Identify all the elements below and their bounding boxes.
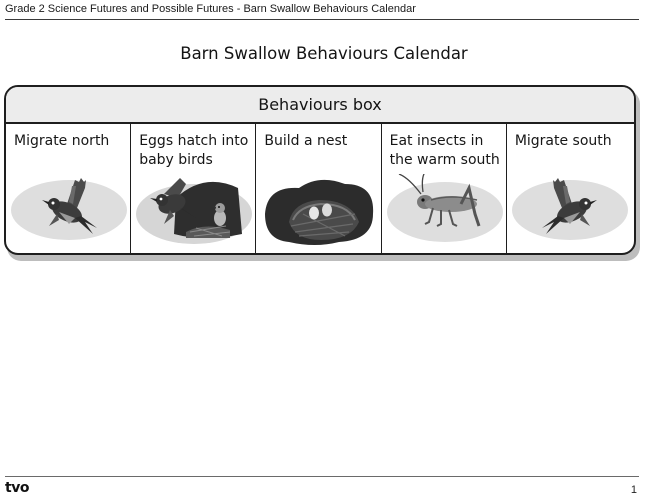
- footer-divider: [5, 476, 639, 477]
- swallow-with-chick-icon: [134, 174, 254, 246]
- swallow-flying-icon: [510, 174, 630, 246]
- grasshopper-icon: [385, 174, 505, 246]
- behaviours-box-header: [6, 87, 634, 124]
- behaviour-label: Eat insects in the warm south: [389, 133, 500, 168]
- behaviour-label: Migrate south: [514, 133, 612, 149]
- behaviour-card-eat-insects[interactable]: [382, 124, 507, 253]
- nest-with-eggs-icon: [259, 174, 379, 246]
- behaviour-label: Build a nest: [264, 133, 348, 149]
- page-number: 1: [630, 484, 637, 496]
- header-text: Grade 2 Science Futures and Possible Futures - Barn Swallow Behaviours Calendar: [5, 3, 416, 15]
- behaviours-box-heading: Behaviours box: [258, 95, 382, 114]
- tvo-logo: tvo: [5, 480, 29, 496]
- behaviour-card-migrate-south[interactable]: [507, 124, 634, 253]
- behaviours-box: [4, 85, 636, 255]
- behaviour-cards: [6, 124, 634, 253]
- behaviour-card-migrate-north[interactable]: [6, 124, 131, 253]
- page-title: Barn Swallow Behaviours Calendar: [180, 44, 468, 63]
- behaviour-card-eggs-hatch[interactable]: [131, 124, 256, 253]
- behaviour-label: Eggs hatch into baby birds: [139, 133, 249, 168]
- behaviour-label: Migrate north: [14, 133, 110, 149]
- document-header: [5, 2, 639, 20]
- swallow-flying-icon: [9, 174, 129, 246]
- behaviour-card-build-nest[interactable]: [256, 124, 381, 253]
